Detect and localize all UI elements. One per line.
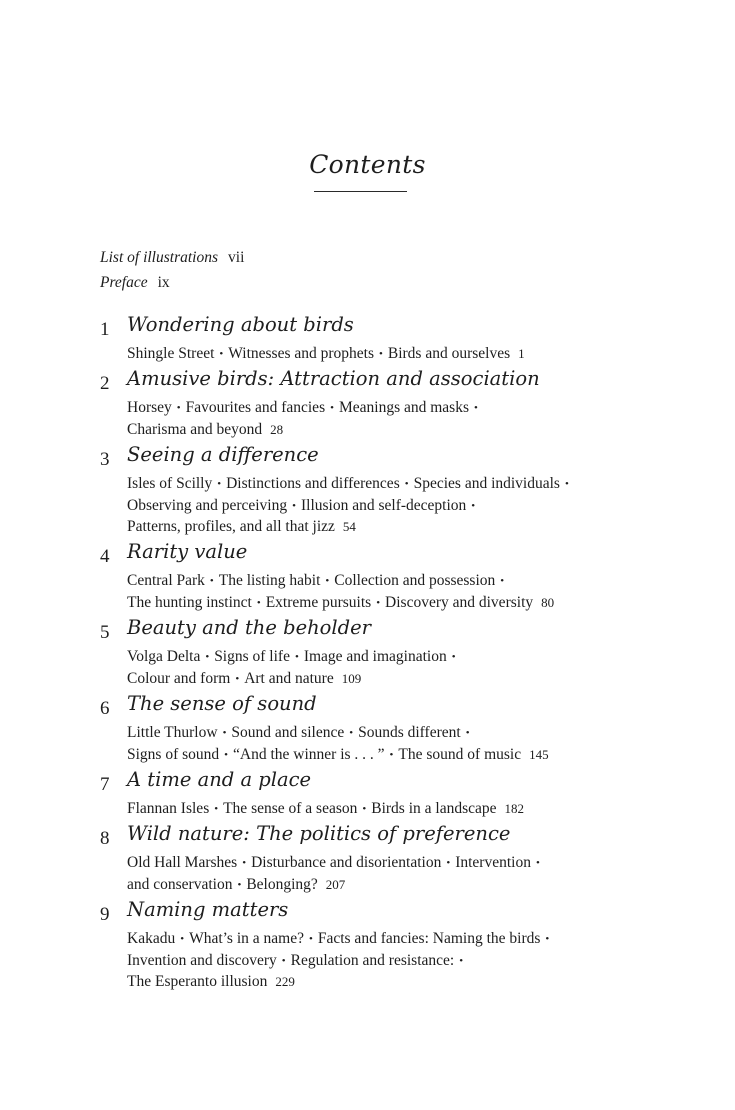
section-title: Favourites and fancies bbox=[185, 399, 326, 416]
section-line bbox=[127, 397, 483, 419]
section-line bbox=[127, 744, 549, 766]
chapter-title: Beauty and the beholder bbox=[127, 616, 372, 639]
chapter-number: 3 bbox=[100, 449, 110, 470]
chapter-sections bbox=[127, 646, 461, 689]
section-title: Signs of life bbox=[214, 648, 290, 665]
chapter-title: Wild nature: The politics of preference bbox=[127, 822, 511, 845]
section-title: Isles of Scilly bbox=[127, 475, 213, 492]
bullet-separator: • bbox=[281, 954, 286, 967]
bullet-separator: • bbox=[451, 651, 456, 663]
section-title: Distinctions and differences bbox=[226, 475, 400, 492]
section-title: Patterns, profiles, and all that jizz bbox=[127, 518, 335, 536]
bullet-separator: • bbox=[242, 857, 247, 869]
front-matter-entry[interactable] bbox=[100, 274, 170, 292]
section-title: Charisma and beyond bbox=[127, 420, 263, 438]
bullet-separator: • bbox=[214, 803, 219, 815]
bullet-separator: • bbox=[235, 672, 240, 685]
section-title: Invention and discovery bbox=[127, 951, 277, 969]
chapter-page-number: 80 bbox=[541, 594, 555, 610]
section-title: Image and imagination bbox=[303, 648, 447, 665]
chapter-sections bbox=[127, 397, 483, 440]
section-title: The hunting instinct bbox=[127, 593, 252, 611]
section-line bbox=[127, 668, 461, 690]
bullet-separator: • bbox=[330, 402, 334, 414]
bullet-separator: • bbox=[459, 954, 464, 967]
section-title: Meanings and masks bbox=[338, 399, 469, 416]
bullet-separator: • bbox=[292, 499, 296, 512]
section-title: Intervention bbox=[455, 854, 531, 871]
section-title: Disturbance and disorientation bbox=[251, 854, 442, 871]
section-title: Birds in a landscape bbox=[371, 800, 497, 817]
bullet-separator: • bbox=[325, 575, 330, 587]
bullet-separator: • bbox=[389, 748, 394, 761]
section-title: Old Hall Marshes bbox=[127, 854, 238, 871]
section-title: Little Thurlow bbox=[127, 724, 218, 741]
section-line bbox=[127, 722, 549, 744]
bullet-separator: • bbox=[362, 803, 367, 815]
front-matter-entry[interactable] bbox=[100, 249, 244, 267]
chapter-sections bbox=[127, 798, 524, 820]
chapter-page-number: 207 bbox=[325, 876, 346, 892]
bullet-separator: • bbox=[294, 651, 299, 663]
section-title: Witnesses and prophets bbox=[228, 345, 375, 362]
section-title: What’s in a name? bbox=[189, 930, 304, 947]
section-title: Central Park bbox=[127, 572, 205, 589]
front-matter-page: ix bbox=[157, 274, 170, 291]
section-title: The Esperanto illusion bbox=[127, 973, 268, 991]
section-title: Signs of sound bbox=[127, 745, 220, 763]
section-title: Shingle Street bbox=[127, 345, 215, 362]
section-title: “And the winner is . . . ” bbox=[233, 745, 385, 763]
bullet-separator: • bbox=[446, 857, 451, 869]
section-title: Illusion and self-deception bbox=[300, 496, 467, 514]
section-title: Kakadu bbox=[127, 930, 176, 947]
bullet-separator: • bbox=[176, 402, 181, 414]
section-title: The sense of a season bbox=[223, 800, 358, 817]
section-title: Sound and silence bbox=[231, 724, 345, 741]
section-line bbox=[127, 419, 483, 441]
bullet-separator: • bbox=[209, 575, 214, 587]
section-title: Discovery and diversity bbox=[385, 593, 534, 611]
section-title: Observing and perceiving bbox=[127, 496, 288, 514]
chapter-page-number: 109 bbox=[341, 670, 362, 686]
bullet-separator: • bbox=[219, 348, 224, 360]
chapter-page-number: 54 bbox=[342, 519, 356, 535]
section-title: Facts and fancies: Naming the birds bbox=[317, 930, 541, 947]
section-title: Collection and possession bbox=[334, 572, 496, 589]
section-line bbox=[127, 570, 554, 592]
chapter-number: 4 bbox=[100, 546, 110, 567]
bullet-separator: • bbox=[237, 878, 242, 891]
section-title: Birds and ourselves bbox=[387, 345, 511, 362]
chapter-title: The sense of sound bbox=[127, 692, 317, 715]
section-title: The sound of music bbox=[398, 745, 522, 763]
section-line bbox=[127, 495, 574, 517]
bullet-separator: • bbox=[308, 933, 313, 945]
chapter-number: 9 bbox=[100, 904, 110, 925]
chapter-sections bbox=[127, 343, 525, 365]
chapter-page-number: 1 bbox=[518, 346, 525, 361]
section-title: Colour and form bbox=[127, 669, 231, 687]
bullet-separator: • bbox=[217, 478, 222, 490]
section-title: Sounds different bbox=[358, 724, 461, 741]
section-title: Art and nature bbox=[244, 669, 334, 687]
section-line bbox=[127, 928, 554, 950]
section-title: Belonging? bbox=[246, 875, 318, 893]
chapter-title: Naming matters bbox=[127, 898, 289, 921]
section-title: Species and individuals bbox=[413, 475, 560, 492]
chapter-page-number: 145 bbox=[529, 746, 549, 762]
section-line bbox=[127, 592, 554, 614]
front-matter-page: vii bbox=[228, 249, 245, 266]
section-line bbox=[127, 852, 545, 874]
bullet-separator: • bbox=[535, 857, 540, 869]
bullet-separator: • bbox=[379, 348, 383, 360]
section-line bbox=[127, 874, 545, 896]
bullet-separator: • bbox=[545, 933, 550, 945]
chapter-page-number: 28 bbox=[270, 421, 284, 437]
bullet-separator: • bbox=[500, 575, 505, 587]
bullet-separator: • bbox=[564, 478, 569, 490]
chapter-number: 5 bbox=[100, 622, 110, 643]
chapter-sections bbox=[127, 722, 549, 765]
section-title: and conservation bbox=[127, 875, 233, 893]
chapter-sections bbox=[127, 570, 554, 613]
chapter-page-number: 229 bbox=[275, 974, 295, 990]
bullet-separator: • bbox=[180, 933, 185, 945]
bullet-separator: • bbox=[404, 478, 409, 490]
chapter-number: 6 bbox=[100, 698, 110, 719]
chapter-title: Wondering about birds bbox=[127, 313, 354, 336]
bullet-separator: • bbox=[222, 727, 227, 739]
front-matter-label: Preface bbox=[100, 274, 148, 291]
section-line bbox=[127, 950, 554, 972]
chapter-title: Amusive birds: Attraction and association bbox=[127, 367, 540, 390]
section-line bbox=[127, 798, 524, 820]
bullet-separator: • bbox=[349, 727, 354, 739]
section-line bbox=[127, 971, 554, 993]
bullet-separator: • bbox=[473, 402, 478, 414]
section-title: Horsey bbox=[127, 399, 172, 416]
chapter-page-number: 182 bbox=[504, 801, 525, 816]
title-underline bbox=[314, 191, 407, 192]
section-line bbox=[127, 646, 461, 668]
section-title: Volga Delta bbox=[127, 648, 201, 665]
chapter-number: 8 bbox=[100, 828, 110, 849]
bullet-separator: • bbox=[224, 748, 229, 761]
bullet-separator: • bbox=[471, 499, 476, 512]
section-line bbox=[127, 473, 574, 495]
chapter-number: 1 bbox=[100, 319, 110, 340]
section-line bbox=[127, 343, 525, 365]
page-title: Contents bbox=[309, 150, 426, 179]
section-line bbox=[127, 516, 574, 538]
chapter-title: Seeing a difference bbox=[127, 443, 319, 466]
bullet-separator: • bbox=[205, 651, 210, 663]
chapter-sections bbox=[127, 473, 574, 538]
bullet-separator: • bbox=[376, 596, 381, 609]
chapter-title: A time and a place bbox=[127, 768, 312, 791]
section-title: Flannan Isles bbox=[127, 800, 210, 817]
chapter-number: 2 bbox=[100, 373, 110, 394]
section-title: Regulation and resistance: bbox=[290, 951, 455, 969]
chapter-sections bbox=[127, 928, 554, 993]
front-matter-label: List of illustrations bbox=[100, 249, 219, 266]
chapter-sections bbox=[127, 852, 545, 895]
section-title: The listing habit bbox=[218, 572, 321, 589]
section-title: Extreme pursuits bbox=[265, 593, 372, 611]
chapter-number: 7 bbox=[100, 774, 110, 795]
bullet-separator: • bbox=[256, 596, 261, 609]
bullet-separator: • bbox=[465, 727, 470, 739]
chapter-title: Rarity value bbox=[127, 540, 248, 563]
